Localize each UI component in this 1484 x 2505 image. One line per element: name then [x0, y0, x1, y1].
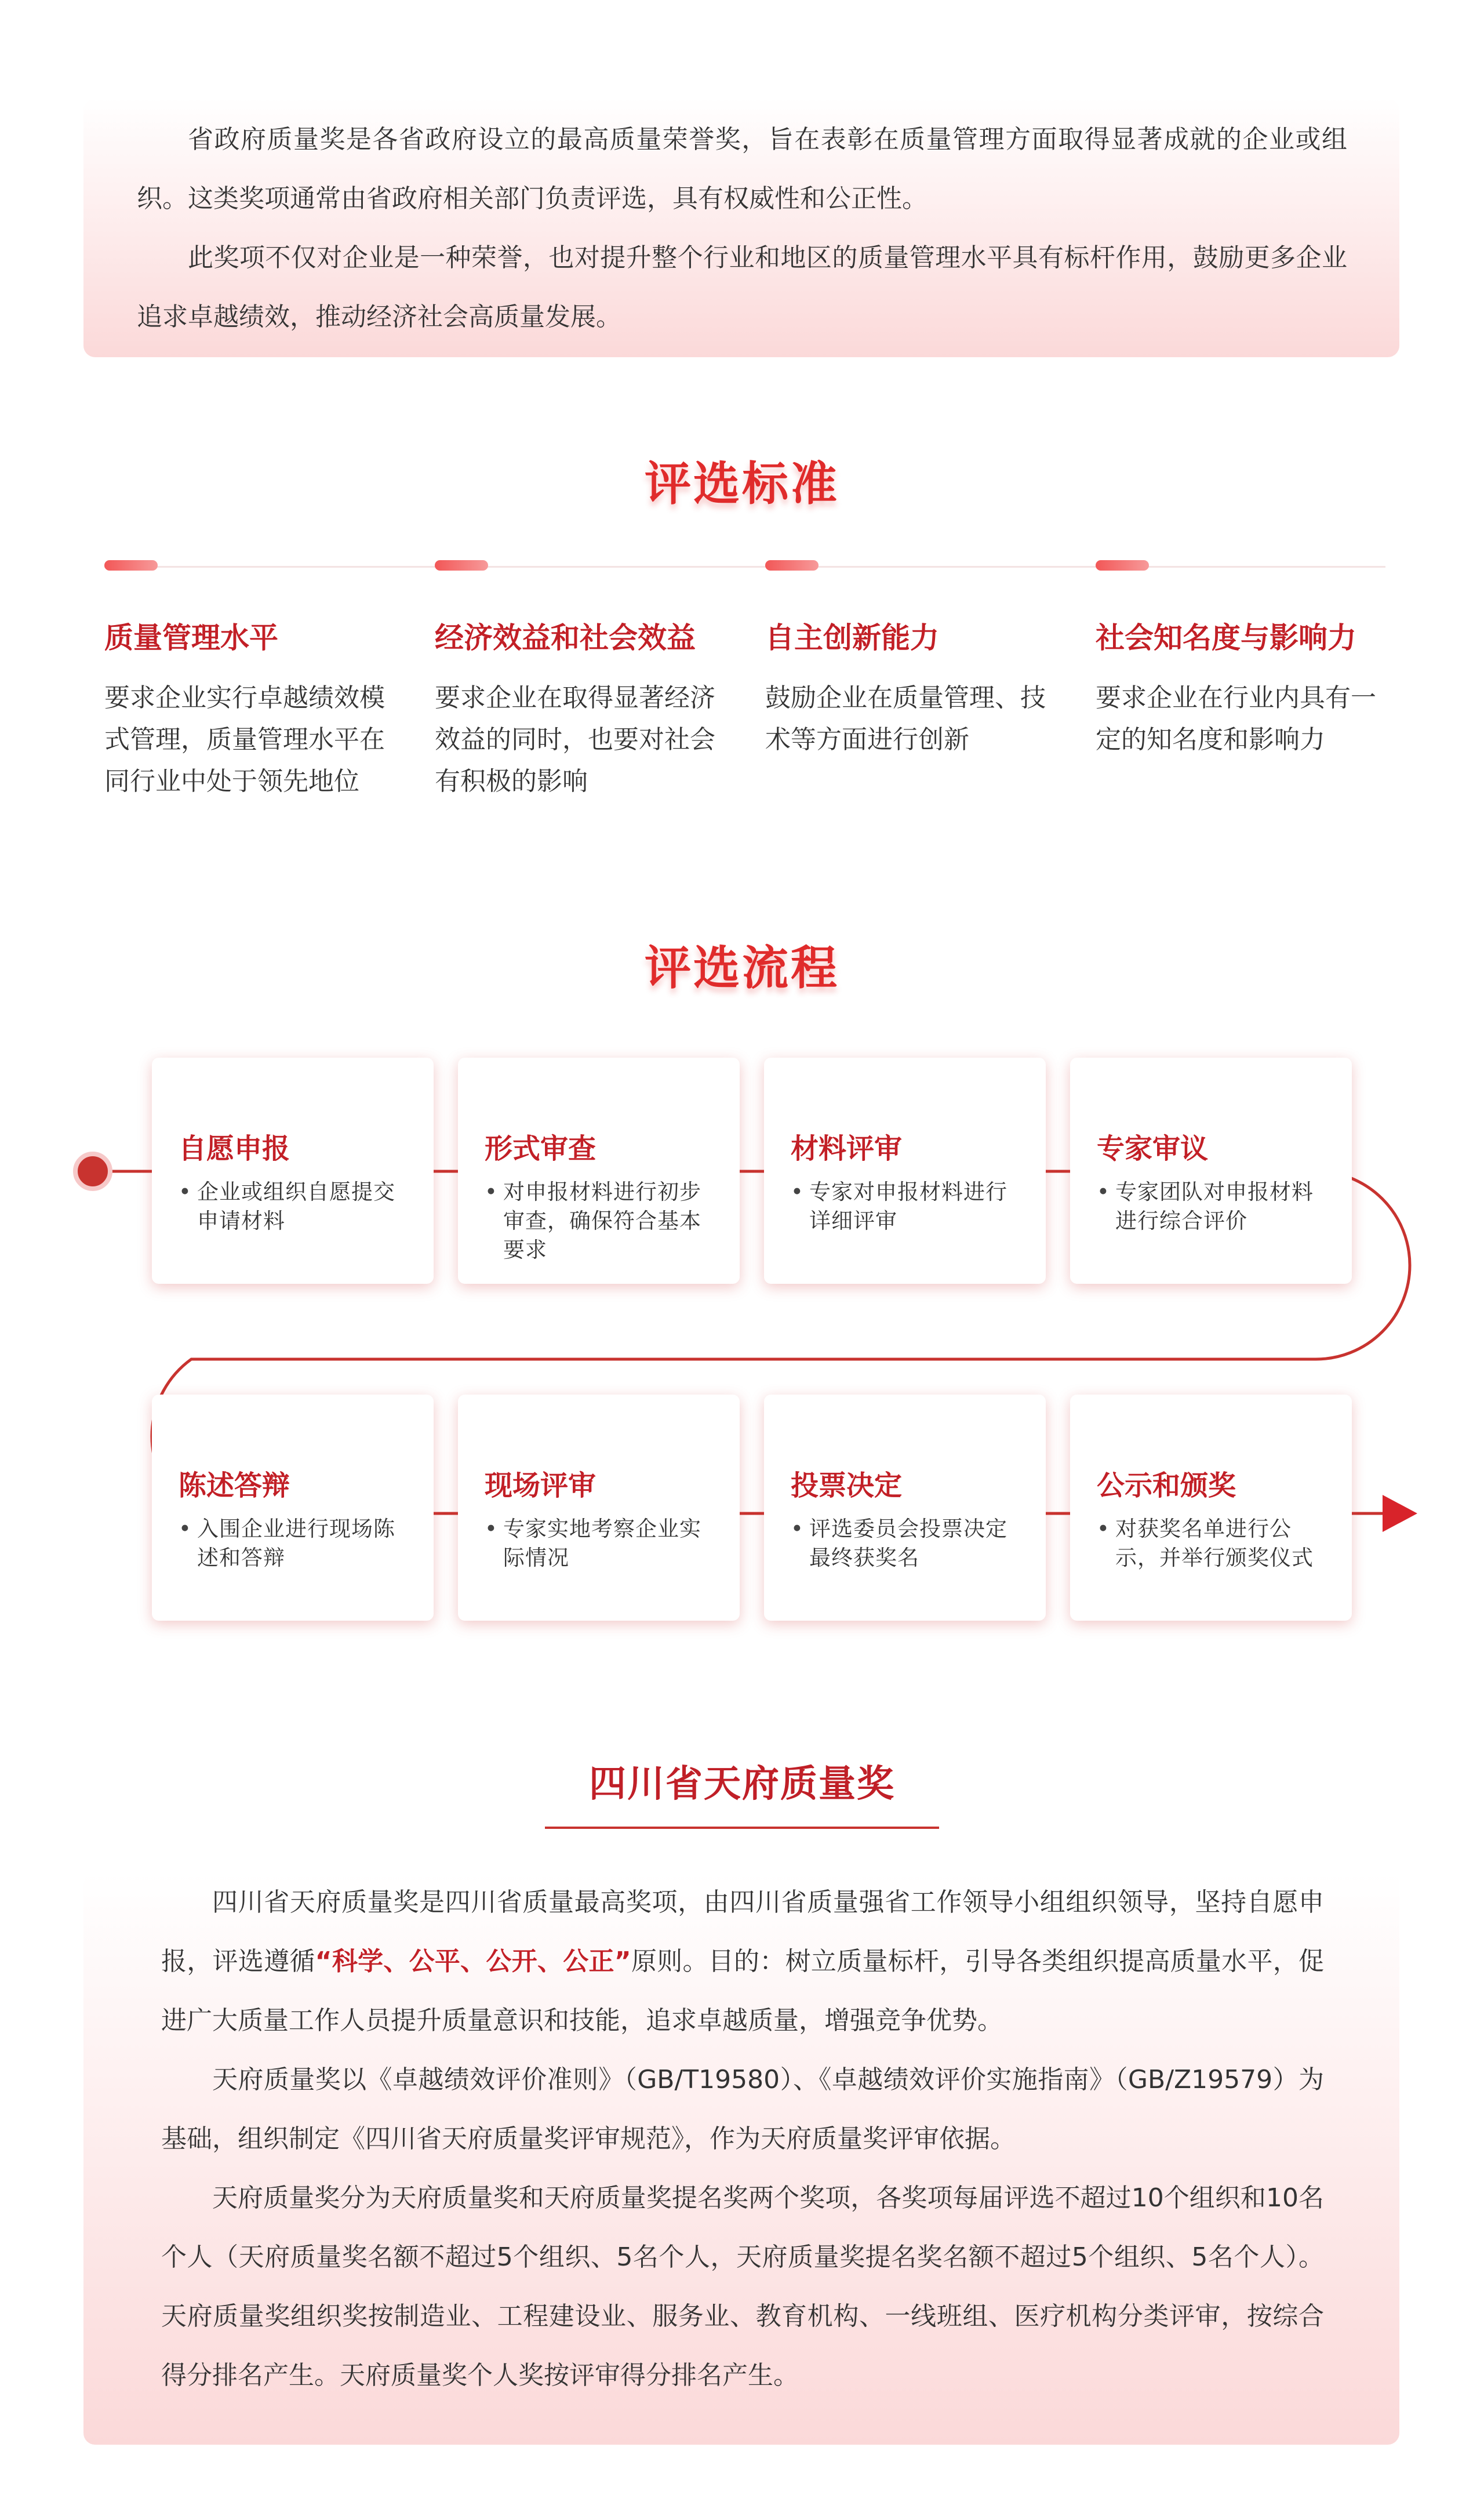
flow-start-dot: [75, 1154, 110, 1189]
tianfu-title-underline: [545, 1827, 939, 1829]
tianfu-paragraph-2: 天府质量奖以《卓越绩效评价准则》（GB/T19580）、《卓越绩效评价实施指南》（GB/Z19579）为基础，组织制定《四川省天府质量奖评审规范》，作为天府质量奖评审依据。: [161, 2065, 1324, 2154]
process-step-4: [1070, 1058, 1352, 1284]
intro-paragraph-1: 省政府质量奖是各省政府设立的最高质量荣誉奖，旨在表彰在质量管理方面取得显著成就的企业或组织。这类奖项通常由省政府相关部门负责评选，具有权威性和公正性。: [137, 125, 1347, 213]
criteria-item-title: 质量管理水平: [104, 621, 278, 655]
tianfu-panel: [83, 1873, 1399, 2445]
criteria-item-title: 社会知名度与影响力: [1096, 621, 1356, 655]
step-title: 投票决定: [791, 1469, 903, 1502]
step-desc: • 专家团队对申报材料进行综合评价: [1097, 1178, 1331, 1236]
criteria-item-title: 自主创新能力: [765, 621, 939, 655]
criteria-item-desc: 要求企业在行业内具有一定的知名度和影响力: [1096, 683, 1376, 754]
step-desc: • 专家对申报材料进行详细评审: [791, 1178, 1025, 1236]
criteria-item-title: 经济效益和社会效益: [435, 621, 696, 655]
process-step-1: [152, 1058, 434, 1284]
process-step-6: [458, 1395, 740, 1621]
step-title: 形式审查: [485, 1132, 596, 1165]
step-desc: • 对获奖名单进行公示，并举行颁奖仪式: [1097, 1515, 1331, 1573]
criteria-item-desc: 要求企业实行卓越绩效模式管理，质量管理水平在同行业中处于领先地位: [104, 683, 385, 796]
tianfu-paragraph-3: 天府质量奖分为天府质量奖和天府质量奖提名奖两个奖项，各奖项每届评选不超过10个组织和10名个人（天府质量奖名额不超过5个组织、5名个人，天府质量奖提名奖名额不超过5个组织、5名个人）。天府质量奖组织奖按制造业、工程建设业、服务业、教育机构、一线班组、医疗机构分类评审，按综合得分排名产生。天府质量奖个人奖按评审得分排名产生。: [161, 2183, 1324, 2390]
criteria-section-title: 评选标准: [645, 457, 839, 511]
step-desc: • 专家实地考察企业实际情况: [485, 1515, 719, 1573]
step-desc: • 入围企业进行现场陈述和答辩: [179, 1515, 413, 1573]
step-title: 材料评审: [791, 1132, 903, 1165]
step-title: 陈述答辩: [179, 1469, 290, 1502]
tianfu-section-title: 四川省天府质量奖: [589, 1763, 895, 1806]
flow-end-arrow-icon: [1383, 1495, 1417, 1532]
step-title: 专家审议: [1097, 1132, 1209, 1165]
process-step-5: [152, 1395, 434, 1621]
tianfu-paragraph-1: [161, 1873, 1324, 2050]
tianfu-p1-text-a: 四川省天府质量奖是四川省质量最高奖项，由四川省质量强省工作领导小组组织领导，坚持自愿申报，评选遵循: [161, 1887, 1324, 1976]
process-step-2: [458, 1058, 740, 1284]
step-desc: • 企业或组织自愿提交申请材料: [179, 1178, 413, 1236]
step-desc: • 对申报材料进行初步审查，确保符合基本要求: [485, 1178, 719, 1265]
intro-paragraph-2: 此奖项不仅对企业是一种荣誉，也对提升整个行业和地区的质量管理水平具有标杆作用，鼓励更多企业追求卓越绩效，推动经济社会高质量发展。: [137, 243, 1347, 332]
step-title: 现场评审: [485, 1469, 596, 1502]
process-section-title: 评选流程: [645, 941, 839, 995]
step-desc: • 评选委员会投票决定最终获奖名: [791, 1515, 1025, 1573]
tianfu-p1-text-b: 原则。目的：树立质量标杆，引导各类组织提高质量水平，促进广大质量工作人员提升质量意识和技能，追求卓越质量，增强竞争优势。: [161, 1947, 1324, 2035]
criteria-item-desc: 鼓励企业在质量管理、技术等方面进行创新: [765, 683, 1046, 754]
process-step-7: [764, 1395, 1046, 1621]
step-title: 公示和颁奖: [1097, 1469, 1236, 1502]
process-step-8: [1070, 1395, 1352, 1621]
step-title: 自愿申报: [179, 1132, 290, 1165]
process-step-3: [764, 1058, 1046, 1284]
criteria-item-desc: 要求企业在取得显著经济效益的同时，也要对社会有积极的影响: [435, 683, 715, 796]
tianfu-p1-highlight: “科学、公平、公开、公正”: [315, 1947, 631, 1976]
